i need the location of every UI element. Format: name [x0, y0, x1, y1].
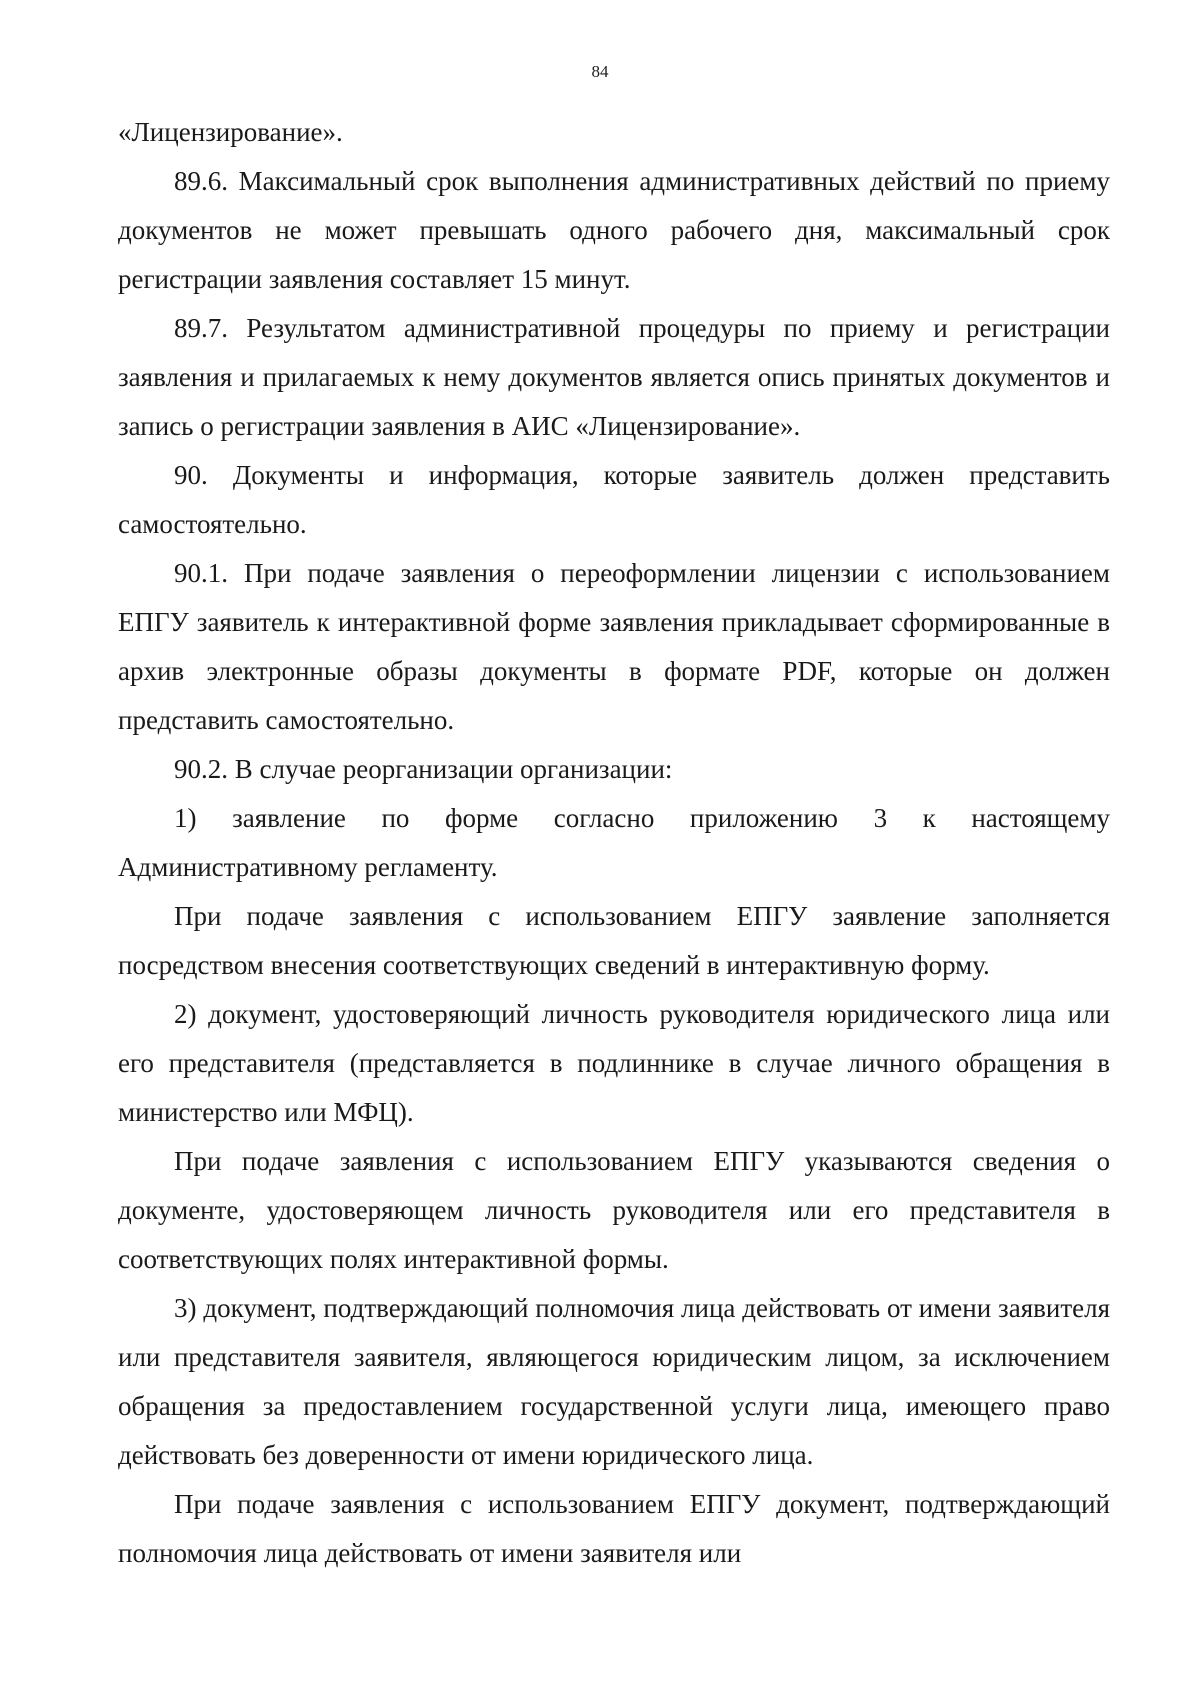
paragraph-item-3-epgu: При подаче заявления с использованием ЕПГУ документ, подтверждающий полномочия лица действовать от имени заявителя или [118, 1489, 1110, 1568]
paragraph-89-6: 89.6. Максимальный срок выполнения административных действий по приему документов не может превышать одного рабочего дня, максимальный срок регистрации заявления составляет 15 минут. [118, 166, 1110, 294]
page-number: 84 [591, 62, 609, 81]
paragraph-item-3: 3) документ, подтверждающий полномочия лица действовать от имени заявителя или представителя заявителя, являющегося юридическим лицом, за исключением обращения за предоставлением государственной услуги лица, имеющего право действовать без доверенности от имени юридического лица. [118, 1293, 1110, 1470]
paragraph-90: 90. Документы и информация, которые заявитель должен представить самостоятельно. [118, 460, 1110, 539]
document-body [118, 108, 1110, 1578]
paragraph-item-1: 1) заявление по форме согласно приложению 3 к настоящему Административному регламенту. [118, 803, 1110, 882]
paragraph-item-1-epgu: При подаче заявления с использованием ЕПГУ заявление заполняется посредством внесения соответствующих сведений в интерактивную форму. [118, 901, 1110, 980]
paragraph-90-2: 90.2. В случае реорганизации организации: [174, 754, 673, 784]
paragraph-90-1: 90.1. При подаче заявления о переоформлении лицензии с использованием ЕПГУ заявитель к интерактивной форме заявления прикладывает сформированные в архив электронные образы документы в формате PDF, которые он должен представить самостоятельно. [118, 558, 1110, 735]
paragraph-item-2: 2) документ, удостоверяющий личность руководителя юридического лица или его представителя (представляется в подлиннике в случае личного обращения в министерство или МФЦ). [118, 999, 1110, 1127]
paragraph-item-2-epgu: При подаче заявления с использованием ЕПГУ указываются сведения о документе, удостоверяющем личность руководителя или его представителя в соответствующих полях интерактивной формы. [118, 1146, 1110, 1274]
paragraph-continuation: «Лицензирование». [118, 117, 343, 147]
paragraph-89-7: 89.7. Результатом административной процедуры по приему и регистрации заявления и прилагаемых к нему документов является опись принятых документов и запись о регистрации заявления в АИС «Лицензирование». [118, 313, 1110, 441]
